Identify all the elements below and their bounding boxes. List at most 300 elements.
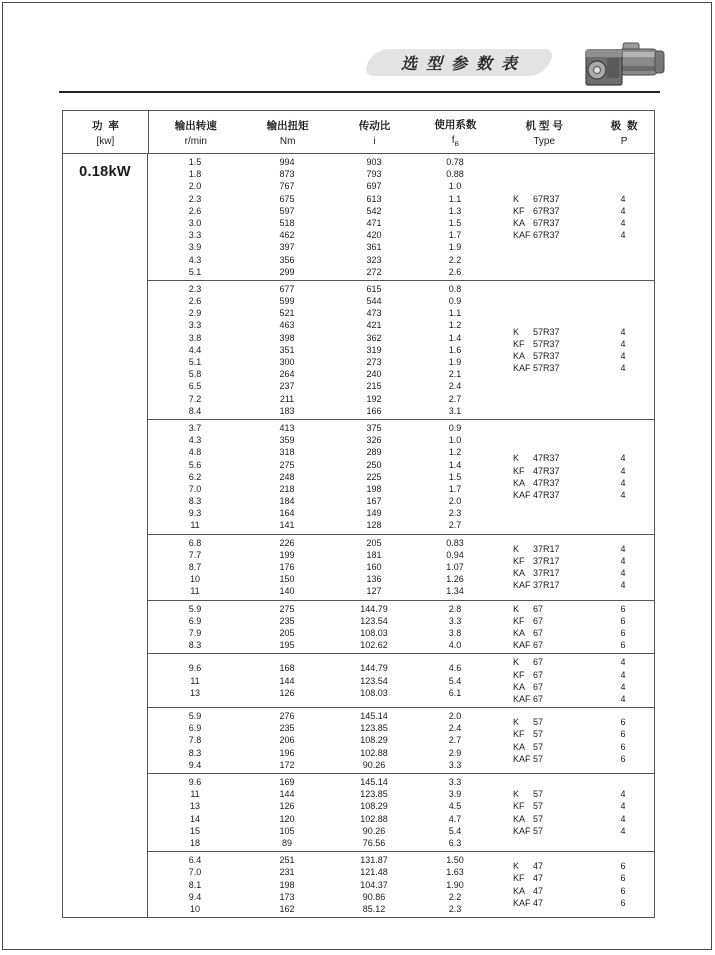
block-data-rows [148,537,494,598]
type-series: 67 [533,693,544,704]
cell-output-torque: 677 [279,283,295,294]
cell-output-speed: 3.3 [188,320,202,331]
type-row [513,567,654,579]
cell-output-torque: 173 [279,891,295,902]
type-row [513,753,654,765]
cell-poles: 4 [620,217,626,228]
table-row [148,825,494,837]
cell-service-factor: 0.9 [448,296,462,307]
cell-ratio: 192 [366,393,382,404]
selection-table [62,110,655,918]
cell-service-factor: 1.7 [448,230,462,241]
type-prefix: KA [513,813,526,824]
cell-output-speed: 2.3 [188,193,202,204]
cell-output-speed: 4.4 [188,344,202,355]
table-row [148,446,494,458]
cell-ratio: 198 [366,483,382,494]
table-row [148,193,494,205]
gearmotor-image [583,40,667,88]
cell-output-speed: 11 [190,520,200,531]
cell-service-factor: 1.34 [446,586,464,597]
cell-ratio: 319 [366,344,382,355]
table-row [148,603,494,615]
table-row [148,537,494,549]
page-title-banner [361,49,557,76]
type-series: 47 [533,897,544,908]
cell-service-factor: 3.3 [448,615,462,626]
cell-output-torque: 264 [279,369,295,380]
cell-service-factor: 1.2 [448,320,462,331]
cell-ratio: 123.54 [360,675,388,686]
type-series: 57 [533,741,544,752]
cell-ratio: 421 [366,320,382,331]
block-data-rows [148,776,494,849]
cell-output-speed: 3.7 [188,422,202,433]
block-type-list [494,452,654,501]
cell-service-factor: 1.2 [448,447,462,458]
cell-service-factor: 2.4 [448,723,462,734]
cell-output-torque: 518 [279,217,295,228]
cell-output-speed: 6.2 [188,471,202,482]
cell-ratio: 289 [366,447,382,458]
cell-output-torque: 150 [279,574,295,585]
block-data-rows [148,854,494,915]
cell-output-speed: 6.4 [188,855,202,866]
table-row [148,405,494,417]
cell-ratio: 793 [366,169,382,180]
type-series: 47 [533,885,544,896]
cell-output-speed: 9.6 [188,663,202,674]
cell-service-factor: 1.1 [448,308,462,319]
type-prefix: K [513,861,520,872]
block-type-list [494,788,654,837]
cell-ratio: 131.87 [360,855,388,866]
cell-output-torque: 218 [279,483,295,494]
cell-output-torque: 351 [279,344,295,355]
type-prefix: KAF [513,693,531,704]
type-row [513,489,654,501]
table-block [148,154,654,280]
cell-output-speed: 11 [190,586,200,597]
type-row [513,669,654,681]
cell-service-factor: 3.8 [448,627,462,638]
type-prefix: K [513,453,520,464]
cell-output-speed: 2.6 [188,296,202,307]
cell-output-torque: 599 [279,296,295,307]
cell-output-torque: 276 [279,711,295,722]
cell-output-speed: 3.0 [188,217,202,228]
type-series: 67R37 [533,205,560,216]
type-prefix: KAF [513,897,531,908]
type-prefix: KA [513,477,526,488]
type-prefix: KAF [513,489,531,500]
table-row [148,837,494,849]
cell-service-factor: 1.07 [446,562,464,572]
table-row [148,722,494,734]
table-block [148,600,654,654]
type-prefix: KA [513,350,526,361]
cell-ratio: 145.14 [360,777,388,787]
cell-poles: 4 [620,543,626,554]
cell-output-speed: 5.9 [188,711,202,722]
cell-output-torque: 105 [279,825,295,836]
type-prefix: KAF [513,230,531,241]
cell-output-speed: 2.9 [188,308,202,319]
table-row [148,891,494,903]
cell-poles: 6 [620,873,626,884]
type-prefix: KA [513,568,526,579]
cell-service-factor: 2.3 [448,903,462,914]
cell-service-factor: 1.0 [448,181,462,192]
cell-output-torque: 251 [279,855,295,866]
type-prefix: K [513,603,520,614]
cell-service-factor: 0.83 [446,537,464,548]
type-prefix: KA [513,681,526,692]
type-prefix: K [513,717,520,728]
cell-service-factor: 5.4 [448,825,462,836]
cell-ratio: 362 [366,332,382,343]
table-row [148,422,494,434]
table-row [148,156,494,168]
cell-output-speed: 8.1 [188,879,202,890]
cell-service-factor: 1.26 [446,574,464,585]
cell-output-speed: 8.3 [188,747,202,758]
cell-output-torque: 597 [279,205,295,216]
cell-service-factor: 2.7 [448,520,462,531]
type-series: 37R17 [533,568,560,579]
cell-output-speed: 10 [189,903,200,914]
cell-ratio: 160 [366,562,382,572]
table-row [148,879,494,891]
type-row [513,362,654,374]
cell-ratio: 145.14 [360,711,388,722]
cell-service-factor: 2.3 [448,508,462,519]
cell-service-factor: 4.5 [448,801,462,812]
cell-poles: 4 [620,193,626,204]
cell-ratio: 123.85 [360,723,388,734]
cell-output-speed: 8.4 [188,405,202,416]
cell-output-speed: 4.3 [188,254,202,265]
cell-output-torque: 199 [279,549,295,560]
cell-poles: 4 [620,363,626,374]
cell-service-factor: 0.88 [446,169,464,180]
type-prefix: KAF [513,753,531,764]
cell-ratio: 420 [366,230,382,241]
type-prefix: KF [513,338,525,349]
cell-poles: 6 [620,717,626,728]
cell-ratio: 205 [366,537,382,548]
block-data-rows [148,422,494,532]
cell-output-torque: 168 [279,663,295,674]
cell-ratio: 123.85 [360,789,388,800]
type-row [513,681,654,693]
header-service-factor: 使用系数 $f_B$ [434,118,477,148]
table-row [148,180,494,192]
table-row [148,229,494,241]
table-block [148,280,654,419]
cell-output-torque: 231 [279,867,295,878]
type-series: 47R37 [533,453,560,464]
table-row [148,800,494,812]
cell-service-factor: 1.4 [448,459,462,470]
type-row [513,615,654,627]
type-row [513,326,654,338]
type-row [513,639,654,651]
cell-output-speed: 2.3 [188,283,202,294]
cell-service-factor: 1.63 [446,867,464,878]
cell-service-factor: 0.9 [448,422,462,433]
cell-output-speed: 8.7 [188,562,202,572]
cell-ratio: 542 [366,205,382,216]
table-row [148,434,494,446]
type-row [513,543,654,555]
cell-service-factor: 6.1 [448,687,462,698]
header-poles: 极 数 P [610,119,638,147]
cell-output-torque: 198 [279,879,295,890]
cell-output-torque: 184 [279,496,295,507]
cell-service-factor: 1.3 [448,205,462,216]
cell-output-speed: 15 [189,825,200,836]
block-type-list [494,656,654,705]
header-output-torque: 输出扭矩 Nm [266,119,309,147]
type-prefix: K [513,789,520,800]
type-prefix: KAF [513,640,531,651]
cell-output-speed: 7.8 [188,735,202,746]
cell-output-speed: 13 [189,801,200,812]
cell-ratio: 85.12 [362,903,386,914]
cell-output-torque: 195 [279,640,295,651]
cell-output-speed: 5.1 [188,357,202,367]
table-row [148,639,494,651]
block-data-rows [148,603,494,652]
table-row [148,483,494,495]
cell-ratio: 250 [366,459,382,470]
cell-output-torque: 141 [279,520,295,531]
type-row [513,656,654,668]
cell-output-speed: 2.0 [188,181,202,192]
type-prefix: KF [513,615,525,626]
table-row [148,776,494,788]
table-row [148,662,494,674]
cell-ratio: 215 [366,381,382,392]
type-row [513,897,654,909]
block-data-rows [148,283,494,417]
cell-output-torque: 120 [279,813,295,824]
cell-ratio: 108.29 [360,735,388,746]
type-prefix: KA [513,885,526,896]
cell-output-speed: 3.3 [188,230,202,241]
cell-service-factor: 1.90 [446,879,464,890]
type-row [513,229,654,241]
cell-output-speed: 11 [190,675,200,686]
table-row [148,241,494,253]
cell-output-speed: 6.9 [188,723,202,734]
cell-output-torque: 172 [279,759,295,770]
cell-ratio: 272 [366,266,382,277]
cell-service-factor: 2.9 [448,747,462,758]
type-row [513,217,654,229]
power-rating: 0.18kW [63,154,148,917]
cell-output-torque: 300 [279,357,295,367]
cell-service-factor: 1.1 [448,193,462,204]
cell-poles: 6 [620,897,626,908]
cell-poles: 6 [620,640,626,651]
cell-output-torque: 162 [279,903,295,914]
cell-ratio: 102.62 [360,640,388,651]
cell-ratio: 167 [366,496,382,507]
table-block [148,773,654,851]
table-row [148,471,494,483]
cell-output-speed: 7.0 [188,867,202,878]
cell-ratio: 375 [366,422,382,433]
cell-service-factor: 1.5 [448,217,462,228]
table-row [148,495,494,507]
table-blocks [148,154,654,917]
cell-service-factor: 2.7 [448,735,462,746]
type-series: 57 [533,729,544,740]
type-prefix: KF [513,205,525,216]
cell-ratio: 225 [366,471,382,482]
cell-output-torque: 196 [279,747,295,758]
cell-poles: 6 [620,741,626,752]
table-row [148,266,494,278]
type-row [513,872,654,884]
table-header-row [63,111,654,154]
cell-service-factor: 1.7 [448,483,462,494]
table-row [148,319,494,331]
type-prefix: K [513,543,520,554]
cell-service-factor: 0.8 [448,283,462,294]
table-row [148,344,494,356]
cell-poles: 4 [620,789,626,800]
cell-output-torque: 767 [279,181,295,192]
cell-poles: 4 [620,230,626,241]
type-series: 67 [533,657,544,668]
table-row [148,903,494,915]
cell-ratio: 613 [366,193,382,204]
cell-output-torque: 521 [279,308,295,319]
cell-poles: 4 [620,489,626,500]
cell-output-torque: 359 [279,435,295,446]
cell-poles: 4 [620,669,626,680]
header-power: 功 率 [kw] [63,111,149,153]
type-row [513,860,654,872]
type-series: 47R37 [533,465,560,476]
table-row [148,254,494,266]
cell-output-torque: 140 [279,586,295,597]
block-type-list [494,603,654,652]
cell-output-speed: 9.4 [188,759,202,770]
cell-ratio: 323 [366,254,382,265]
table-body [63,154,654,917]
type-row [513,579,654,591]
cell-service-factor: 2.2 [448,891,462,902]
cell-ratio: 473 [366,308,382,319]
type-series: 57 [533,801,544,812]
cell-ratio: 144.79 [360,603,388,614]
cell-ratio: 127 [366,586,382,597]
table-row [148,368,494,380]
cell-output-torque: 275 [279,603,295,614]
type-series: 47R37 [533,477,560,488]
cell-poles: 6 [620,753,626,764]
cell-service-factor: 0.94 [446,549,464,560]
cell-output-torque: 169 [279,777,295,787]
cell-service-factor: 0.78 [446,157,464,167]
cell-ratio: 544 [366,296,382,307]
type-prefix: KA [513,627,526,638]
cell-ratio: 361 [366,242,382,253]
type-row [513,728,654,740]
cell-output-speed: 6.9 [188,615,202,626]
cell-output-speed: 5.9 [188,603,202,614]
type-prefix: KA [513,217,526,228]
cell-ratio: 123.54 [360,615,388,626]
cell-service-factor: 1.50 [446,855,464,866]
type-row [513,603,654,615]
cell-output-torque: 206 [279,735,295,746]
cell-service-factor: 2.4 [448,381,462,392]
cell-output-torque: 176 [279,562,295,572]
type-prefix: KF [513,555,525,566]
cell-ratio: 102.88 [360,813,388,824]
cell-output-torque: 318 [279,447,295,458]
cell-output-torque: 211 [279,393,295,404]
type-series: 67 [533,640,544,651]
cell-output-speed: 8.3 [188,496,202,507]
cell-output-speed: 9.4 [188,891,202,902]
type-row [513,627,654,639]
cell-output-speed: 7.0 [188,483,202,494]
cell-output-speed: 9.6 [188,777,202,787]
cell-service-factor: 5.4 [448,675,462,686]
cell-service-factor: 1.0 [448,435,462,446]
block-type-list [494,860,654,909]
cell-ratio: 108.03 [360,627,388,638]
table-row [148,549,494,561]
cell-service-factor: 3.3 [448,759,462,770]
cell-output-torque: 356 [279,254,295,265]
cell-ratio: 615 [366,283,382,294]
table-row [148,687,494,699]
cell-service-factor: 6.3 [448,837,462,848]
type-series: 67 [533,681,544,692]
type-prefix: KAF [513,363,531,374]
cell-service-factor: 4.6 [448,663,462,674]
cell-output-torque: 463 [279,320,295,331]
type-row [513,465,654,477]
table-row [148,561,494,573]
cell-output-speed: 18 [189,837,200,848]
cell-service-factor: 1.5 [448,471,462,482]
type-series: 57R37 [533,338,560,349]
cell-output-torque: 126 [279,801,295,812]
cell-ratio: 108.03 [360,687,388,698]
type-prefix: KAF [513,580,531,591]
cell-ratio: 121.48 [360,867,388,878]
type-series: 67 [533,603,544,614]
cell-poles: 4 [620,580,626,591]
type-row [513,193,654,205]
cell-ratio: 697 [366,181,382,192]
cell-output-speed: 3.8 [188,332,202,343]
block-type-list [494,193,654,242]
cell-poles: 6 [620,861,626,872]
table-block [148,534,654,600]
type-series: 57 [533,789,544,800]
table-row [148,573,494,585]
cell-ratio: 149 [366,508,382,519]
